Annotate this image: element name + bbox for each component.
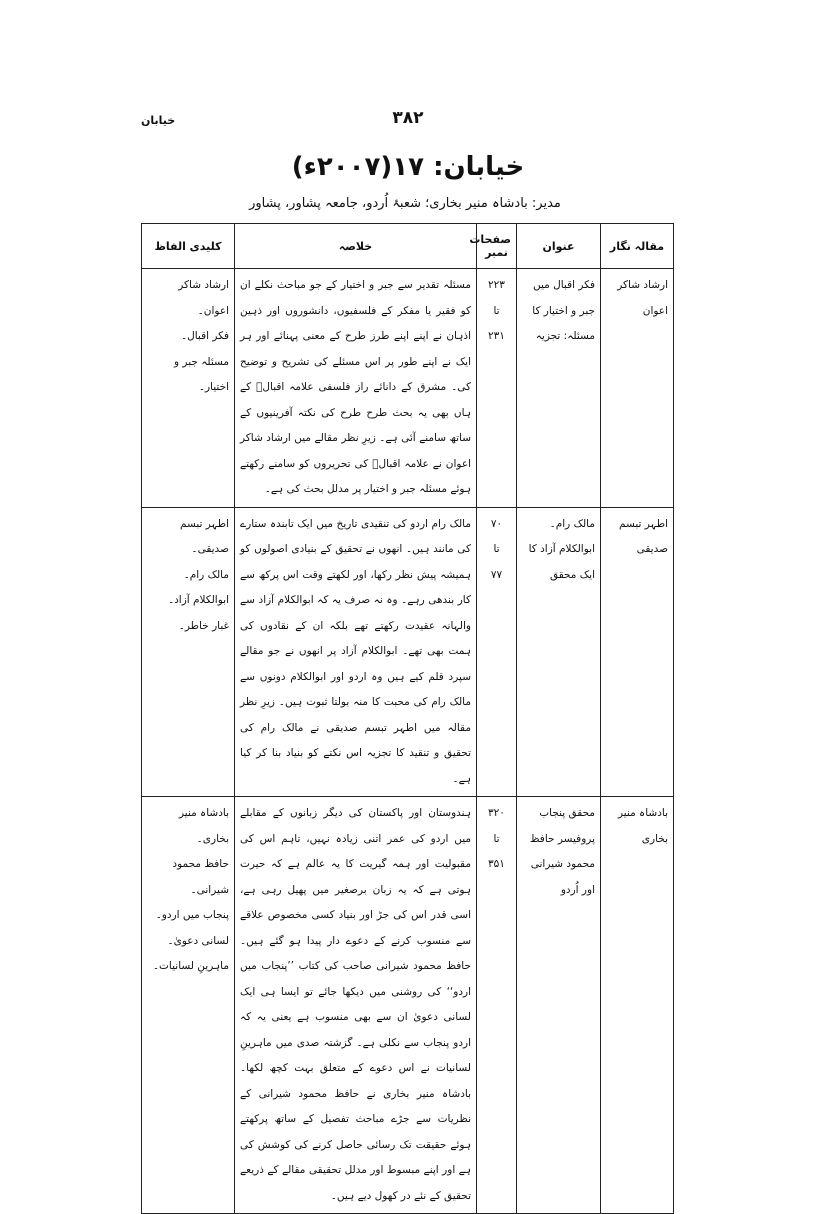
keyword: ماہرینِ لسانیات۔ bbox=[152, 960, 229, 972]
cell-keywords bbox=[142, 797, 235, 1214]
keyword: پنجاب میں اردو۔ bbox=[155, 909, 229, 921]
page-end: ۲۳۱ bbox=[488, 330, 505, 342]
keyword: مسئلہ جبر و اختیار۔ bbox=[174, 355, 229, 393]
page-start: ۷۰ bbox=[490, 517, 503, 530]
cell-author: ارشاد شاکر اعوان bbox=[601, 269, 674, 508]
running-head: خیابان bbox=[141, 114, 176, 127]
page-end: ۷۷ bbox=[490, 568, 503, 581]
keyword: ابوالکلام آزاد۔ bbox=[167, 594, 229, 606]
journal-title: خیابان: ۱۷(۲۰۰۷ء) bbox=[291, 152, 525, 182]
table-header-row bbox=[142, 224, 674, 269]
page-start: ۳۲۰ bbox=[488, 807, 505, 819]
page-sep: تا bbox=[493, 543, 500, 555]
cell-title: مالک رام۔ ابوالکلام آزاد کا ایک محقق bbox=[517, 507, 601, 797]
keyword: مالک رام۔ bbox=[183, 568, 229, 581]
cell-summary: مسئلہ تقدیر سے جبر و اختیار کے جو مباحث نکلے ان کو فقیر یا مفکر کے فلسفیوں، دانشوروں اور ذہین اذہان نے اپنے اپنے طرز طرح کے معنی پہنائے اور ہر ایک نے اپنے طور پر اس مسئلے کی تشریح و توضیح کی۔ مشرق کے دانائے راز فلسفی علامہ اقبالؒ کے ہاں بھی یہ بحث طرح طرح کی نکتہ آفرینیوں کے ساتھ سامنے آئی ہے۔ زیرِ نظر مقالے میں ارشاد شاکر اعوان نے علامہ اقبالؒ کی تحریروں کو سامنے رکھتے ہوئے مسئلہ جبر و اختیار پر مدلل بحث کی ہے۔ bbox=[235, 269, 477, 508]
keyword: فکر اقبال۔ bbox=[180, 330, 229, 342]
page-end: ۳۵۱ bbox=[488, 858, 505, 870]
table-row bbox=[142, 507, 674, 797]
header-keywords: کلیدی الفاظ bbox=[142, 224, 235, 269]
cell-keywords bbox=[142, 269, 235, 508]
keyword: بادشاہ منیر بخاری۔ bbox=[178, 807, 229, 845]
editor-line: مدیر: بادشاہ منیر بخاری؛ شعبۂ اُردو، جامعہ پشاور، پشاور bbox=[249, 196, 561, 211]
header-summary: خلاصہ bbox=[235, 224, 477, 269]
page-start: ۲۲۳ bbox=[488, 279, 505, 291]
keyword: غبار خاطر۔ bbox=[178, 619, 229, 632]
header-pages: صفحات نمبر bbox=[477, 224, 517, 269]
page-number: ۳۸۲ bbox=[392, 108, 424, 128]
article-index-table bbox=[141, 223, 674, 1214]
keyword: ارشاد شاکر اعوان۔ bbox=[178, 279, 229, 317]
cell-summary: مالک رام اردو کی تنقیدی تاریخ میں ایک تابندہ ستارے کی مانند ہیں۔ انھوں نے تحقیق کے بنیادی اصولوں کو ہمیشہ پیش نظر رکھا، اور لکھتے وقت اس پرکھ سے کار بندھی رہے۔ وہ نہ صرف یہ کہ ابوالکلام آزاد سے والہانہ عقیدت رکھتے تھے بلکہ ان کے نقادوں کی ہمت بھی تھے۔ ابوالکلام آزاد پر انھوں نے جو مقالے سپرد قلم کیے ہیں وہ اردو اور ابوالکلام دونوں سے مالک رام کی محبت کا منہ بولتا ثبوت ہیں۔ زیرِ نظر مقالہ میں اطہر تبسم صدیقی نے مالک رام کی تحقیق و تنقید کا تجزیہ اس نکتے کو بنیاد بنا کر کیا ہے۔ bbox=[235, 507, 477, 797]
cell-summary: ہندوستان اور پاکستان کی دیگر زبانوں کے مقابلے میں اردو کی عمر اتنی زیادہ نہیں، تاہم اس کی مقبولیت اور ہمہ گیریت کا یہ عالم ہے کہ حیرت ہوتی ہے کہ یہ زبان برصغیر میں پھیل رہی ہے، اسی قدر اس کی جڑ اور بنیاد کسی مخصوص علاقے سے منسوب کرنے کے دعوے دار پیدا ہو گئے ہیں۔ حافظ محمود شیرانی صاحب کی کتاب ’’پنجاب میں اردو‘‘ کی روشنی میں دیکھا جائے تو ایسا ہی ایک لسانی دعویٰ ان سے بھی منسوب ہے یعنی یہ کہ اردو پنجاب سے نکلی ہے۔ گزشتہ صدی میں ماہرینِ لسانیات نے اس دعوے کے متعلق بہت کچھ لکھا۔ بادشاہ منیر بخاری نے حافظ محمود شیرانی کے نظریات سے جڑے مباحث تفصیل کے ساتھ پرکھتے ہوئے حقیقت تک رسائی حاصل کرنے کی کوشش کی ہے اور اپنے مبسوط اور مدلل تحقیقی مقالے کے ذریعے تحقیق کے نئے در کھول دیے ہیں۔ bbox=[235, 797, 477, 1214]
cell-title: محقق پنجاب پروفیسر حافظ محمود شیرانی اور اُردو bbox=[517, 797, 601, 1214]
cell-keywords bbox=[142, 507, 235, 797]
keyword: لسانی دعویٰ۔ bbox=[167, 934, 229, 947]
table-row bbox=[142, 797, 674, 1214]
cell-author: اطہر تبسم صدیقی bbox=[601, 507, 674, 797]
cell-pages bbox=[477, 507, 517, 797]
keyword: اطہر تبسم صدیقی۔ bbox=[179, 517, 229, 555]
table-row bbox=[142, 269, 674, 508]
cell-pages bbox=[477, 797, 517, 1214]
header-title: عنوان bbox=[517, 224, 601, 269]
keyword: حافظ محمود شیرانی۔ bbox=[172, 858, 229, 896]
header-author: مقالہ نگار bbox=[601, 224, 674, 269]
cell-author: بادشاہ منیر بخاری bbox=[601, 797, 674, 1214]
cell-pages bbox=[477, 269, 517, 508]
cell-title: فکر اقبال میں جبر و اختیار کا مسئلہ: تجزیہ bbox=[517, 269, 601, 508]
page-sep: تا bbox=[493, 832, 500, 845]
page-sep: تا bbox=[493, 304, 500, 317]
